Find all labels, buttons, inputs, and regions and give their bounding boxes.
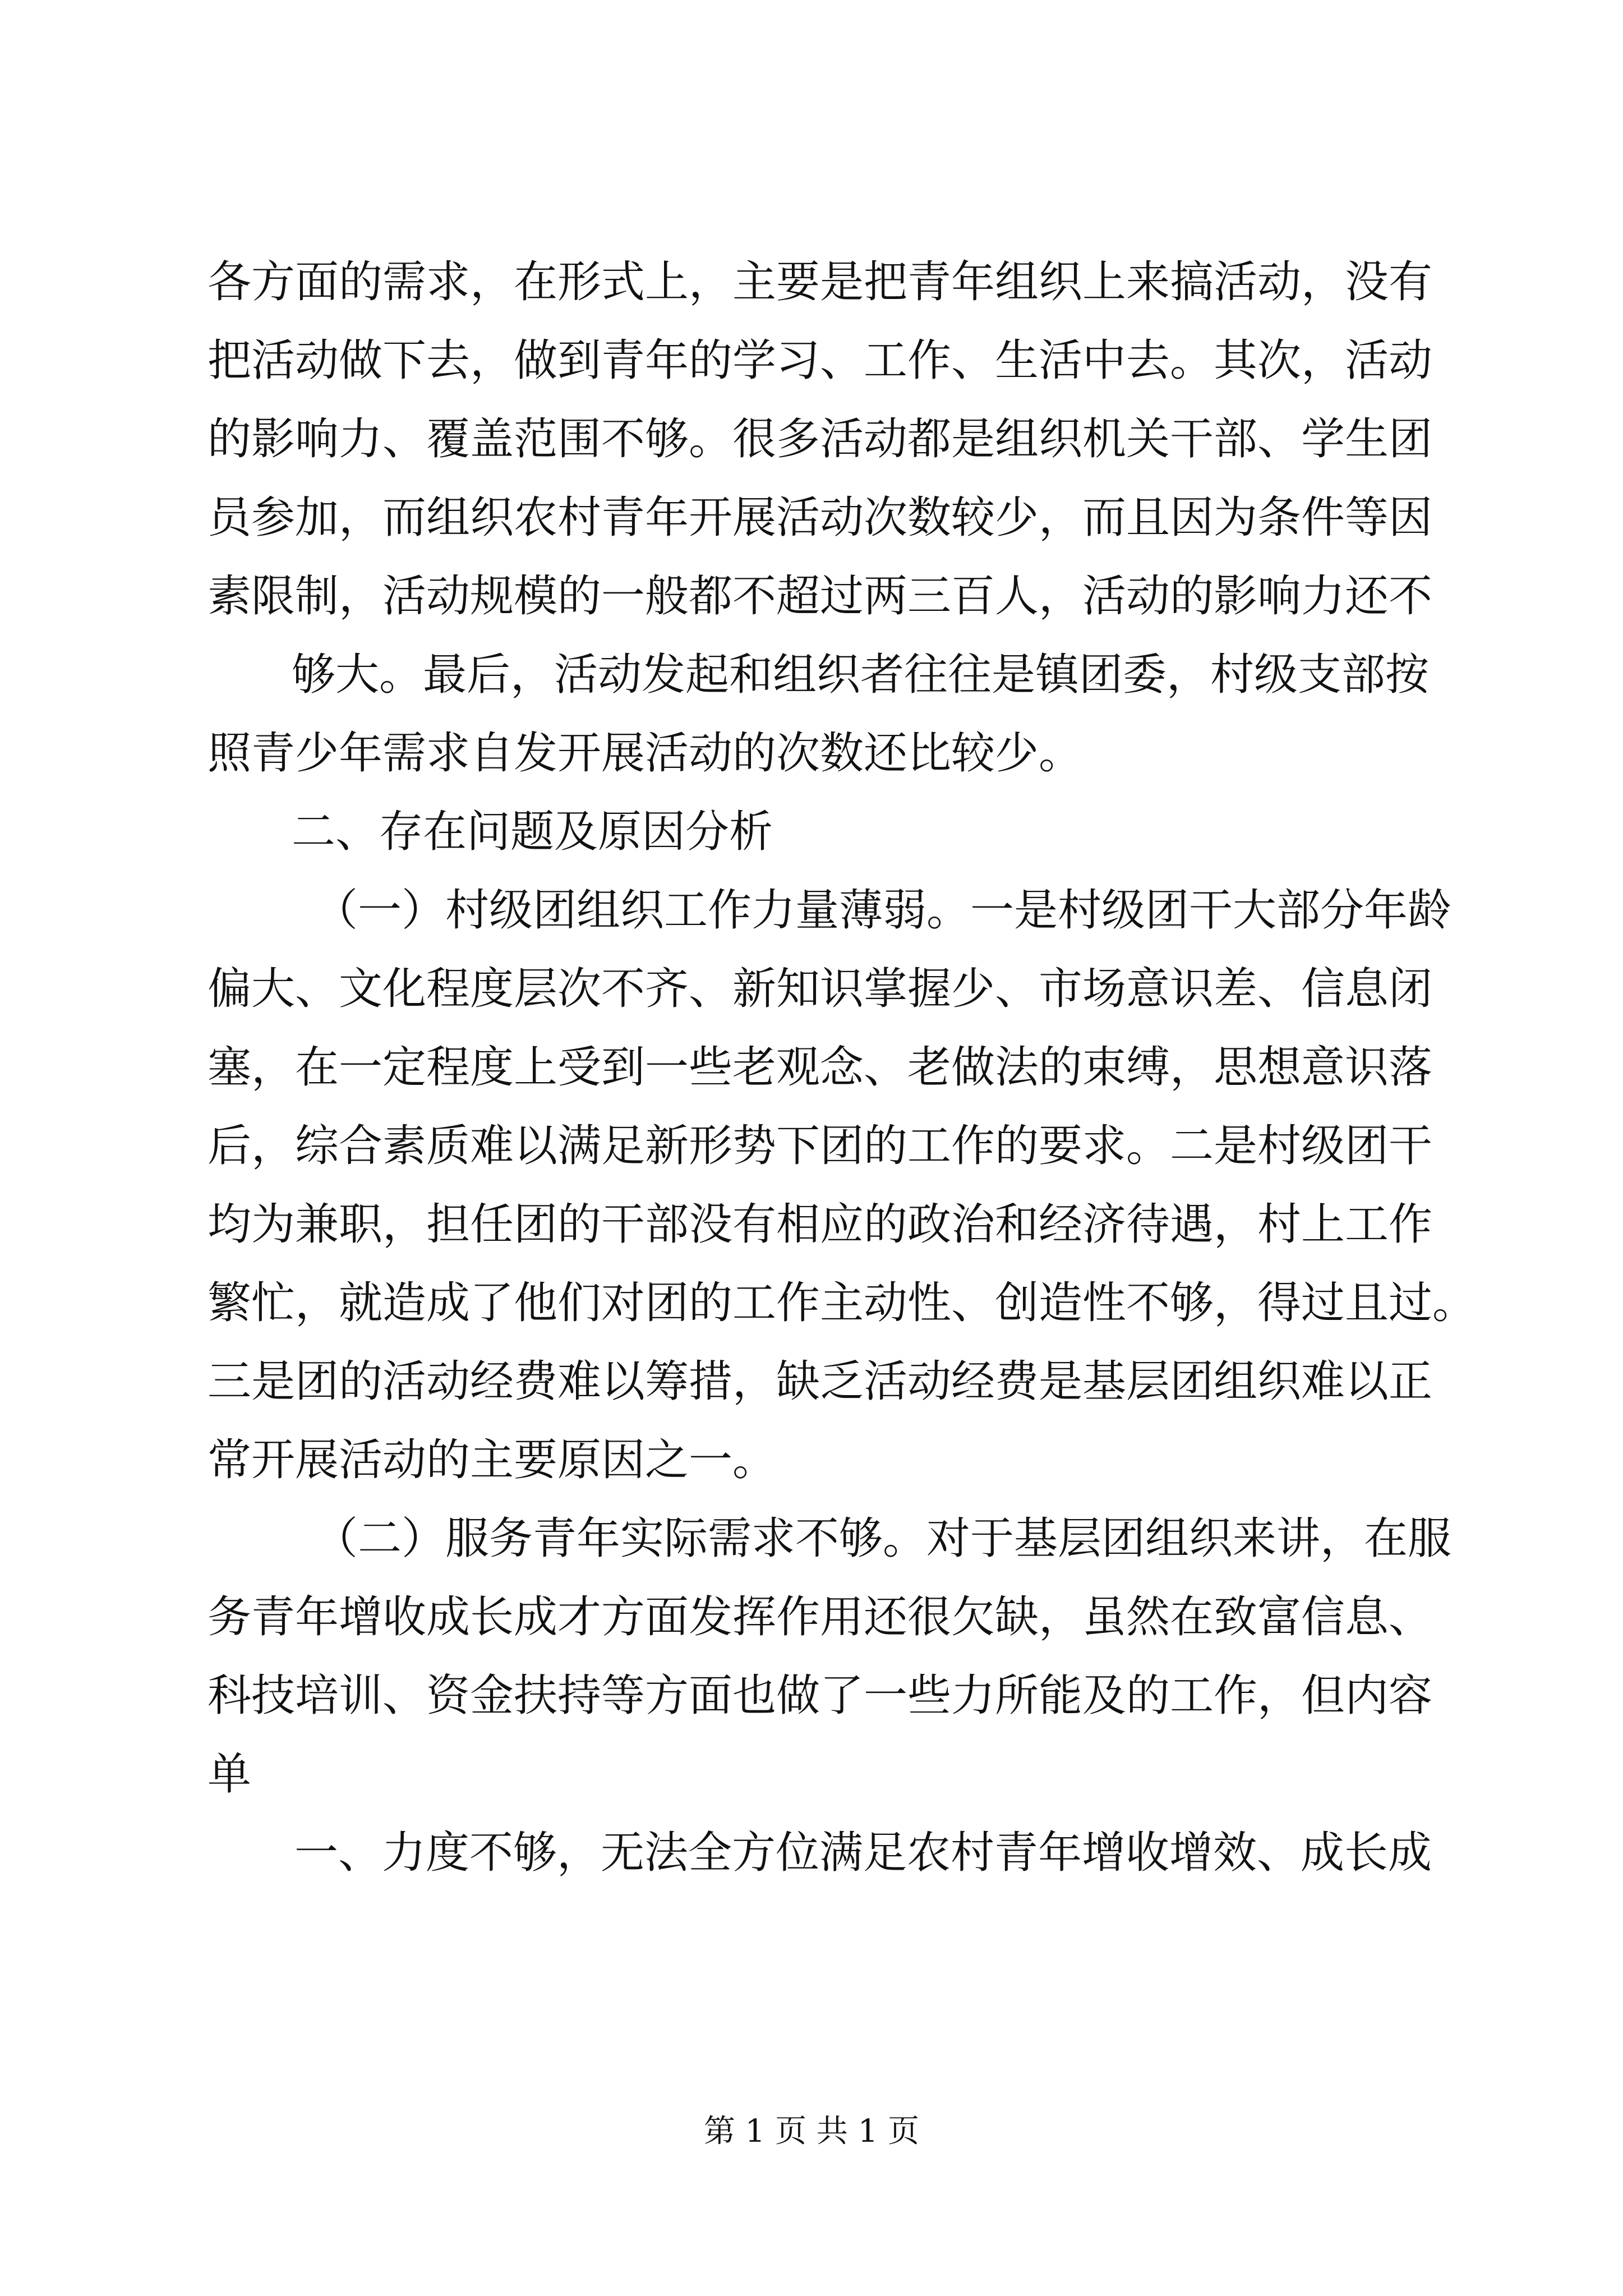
text-line: 照青少年需求自发开展活动的次数还比较少。 [208, 728, 1083, 779]
text-line: 均为兼职，担任团的干部没有相应的政治和经济待遇，村上工作 [208, 1199, 1433, 1250]
section-heading: 二、存在问题及原因分析 [292, 807, 773, 857]
text-line: 把活动做下去，做到青年的学习、工作、生活中去。其次，活动 [208, 335, 1433, 386]
text-line: 够大。最后，活动发起和组织者往往是镇团委，村级支部按 [292, 650, 1430, 700]
text-line: （一）村级团组织工作力量薄弱。一是村级团干大部分年龄 [314, 885, 1452, 936]
text-line: 的影响力、覆盖范围不够。很多活动都是组织机关干部、学生团 [208, 414, 1433, 464]
text-line: （二）服务青年实际需求不够。对于基层团组织来讲，在服 [314, 1513, 1452, 1564]
text-line: 偏大、文化程度层次不齐、新知识掌握少、市场意识差、信息闭 [208, 964, 1433, 1014]
text-line: 后，综合素质难以满足新形势下团的工作的要求。二是村级团干 [208, 1121, 1433, 1171]
text-line: 员参加，而组织农村青年开展活动次数较少，而且因为条件等因 [208, 493, 1433, 543]
text-line: 务青年增收成长成才方面发挥作用还很欠缺，虽然在致富信息、 [208, 1592, 1433, 1642]
text-line: 塞，在一定程度上受到一些老观念、老做法的束缚，思想意识落 [208, 1042, 1433, 1093]
text-line: 各方面的需求，在形式上，主要是把青年组织上来搞活动，没有 [208, 257, 1433, 307]
text-line: 常开展活动的主要原因之一。 [208, 1435, 777, 1485]
text-line: 一、力度不够，无法全方位满足农村青年增收增效、成长成 [294, 1828, 1432, 1878]
page-footer: 第 1 页 共 1 页 [703, 2113, 920, 2150]
text-line: 单 [208, 1749, 252, 1800]
document-body [208, 255, 1477, 1904]
text-line: 三是团的活动经费难以筹措，缺乏活动经费是基层团组织难以正 [208, 1356, 1433, 1407]
text-line: 科技培训、资金扶持等方面也做了一些力所能及的工作，但内容 [208, 1671, 1433, 1721]
text-line: 素限制，活动规模的一般都不超过两三百人，活动的影响力还不 [208, 571, 1433, 622]
text-line: 繁忙，就造成了他们对团的工作主动性、创造性不够，得过且过。 [208, 1278, 1477, 1328]
